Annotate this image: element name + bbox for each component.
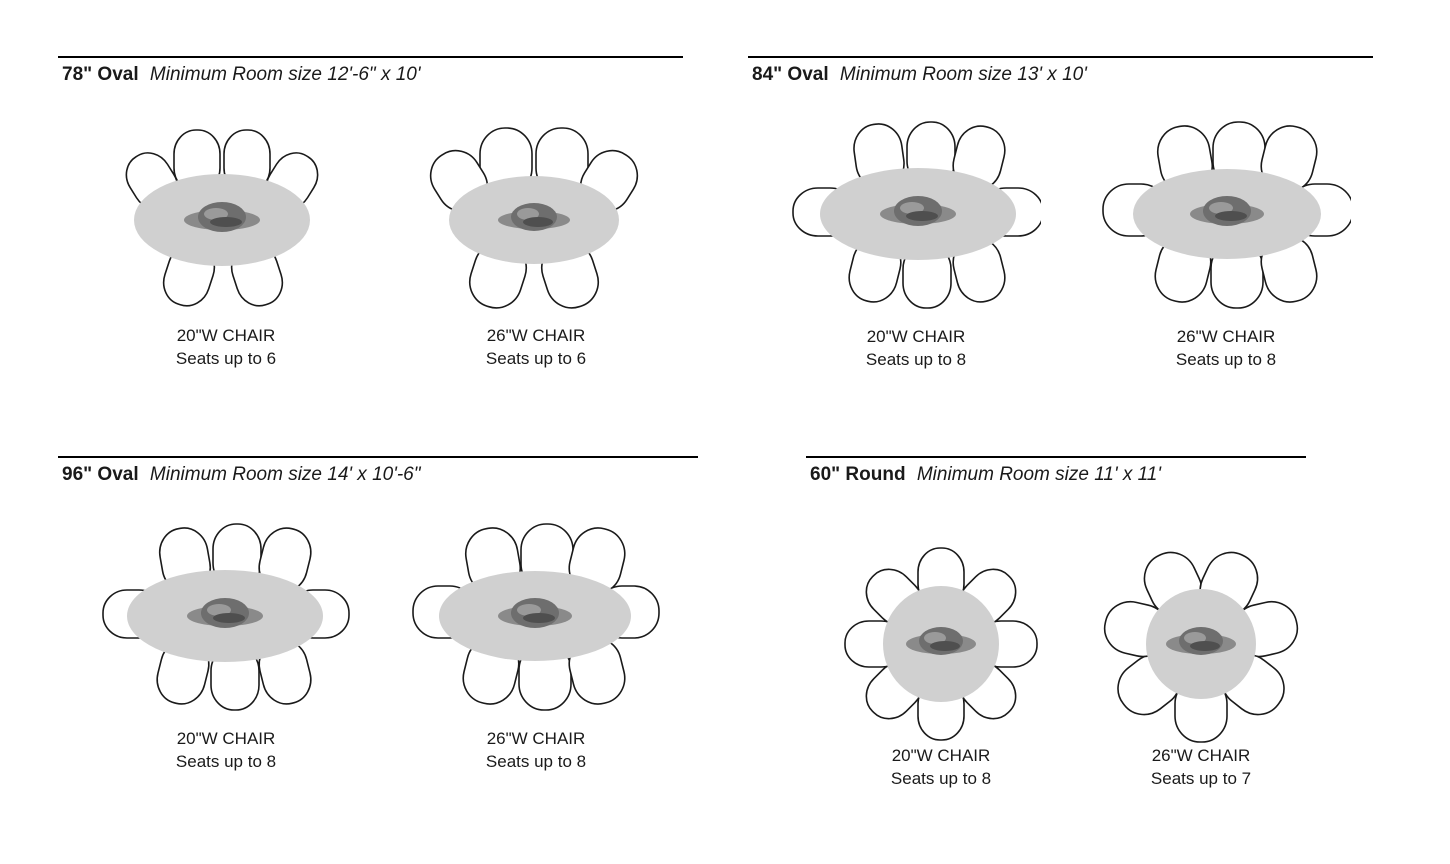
setup-26w	[1086, 544, 1316, 790]
panel-round-60	[806, 456, 1306, 816]
table-diagram	[426, 124, 646, 324]
panel-title	[58, 64, 683, 86]
seats-label: Seats up to 8	[485, 752, 587, 771]
table-diagram	[841, 544, 1041, 744]
setup-caption	[776, 325, 1056, 371]
table-diagram	[101, 522, 351, 727]
setup-caption	[396, 727, 676, 773]
oval-table-6-chairs-svg	[426, 124, 646, 324]
setup-caption	[86, 727, 366, 773]
panel-title	[748, 64, 1373, 86]
setup-26w	[396, 522, 676, 773]
chair-width-label: 20"W CHAIR	[176, 326, 276, 345]
round-table-7-chairs-svg	[1101, 544, 1301, 744]
table-diagram	[411, 522, 661, 727]
setup-caption	[96, 324, 356, 370]
setup-20w	[776, 120, 1056, 371]
panel-room-label: Minimum Room size 14' x 10'-6"	[149, 464, 421, 485]
oval-table-8-chairs-svg	[1101, 120, 1351, 325]
chair-width-label: 26"W CHAIR	[486, 729, 586, 748]
setup-caption	[406, 324, 666, 370]
round-table-8-chairs-svg	[841, 544, 1041, 744]
panel-oval-78	[58, 56, 683, 416]
panel-room-label: Minimum Room size 12'-6" x 10'	[149, 64, 421, 85]
panel-room-label: Minimum Room size 11' x 11'	[916, 464, 1161, 485]
oval-table-8-chairs-svg	[411, 522, 661, 727]
panel-room-label: Minimum Room size 13' x 10'	[839, 64, 1087, 85]
chair-width-label: 20"W CHAIR	[866, 327, 966, 346]
panel-title	[58, 464, 698, 486]
oval-table-8-chairs-svg	[101, 522, 351, 727]
panel-divider	[58, 456, 698, 458]
seats-label: Seats up to 7	[1150, 769, 1252, 788]
oval-table-8-chairs-svg	[791, 120, 1041, 325]
setup-caption	[826, 744, 1056, 790]
panel-size-label: 96" Oval	[62, 464, 139, 485]
seats-label: Seats up to 8	[175, 752, 277, 771]
table-diagram	[1101, 120, 1351, 325]
chair-width-label: 26"W CHAIR	[1176, 327, 1276, 346]
panel-oval-84	[748, 56, 1373, 416]
chair-width-label: 20"W CHAIR	[176, 729, 276, 748]
seats-label: Seats up to 6	[175, 349, 277, 368]
chair-width-label: 20"W CHAIR	[891, 746, 991, 765]
seats-label: Seats up to 8	[890, 769, 992, 788]
seats-label: Seats up to 8	[1175, 350, 1277, 369]
setup-20w	[96, 124, 356, 370]
setup-caption	[1086, 744, 1316, 790]
panel-size-label: 60" Round	[810, 464, 906, 485]
seats-label: Seats up to 6	[485, 349, 587, 368]
table-diagram	[791, 120, 1041, 325]
panel-divider	[806, 456, 1306, 458]
chair-width-label: 26"W CHAIR	[1151, 746, 1251, 765]
panel-title	[806, 464, 1306, 486]
panel-divider	[58, 56, 683, 58]
setup-20w	[86, 522, 366, 773]
chair-width-label: 26"W CHAIR	[486, 326, 586, 345]
table-diagram	[116, 124, 336, 324]
setup-26w	[406, 124, 666, 370]
setup-26w	[1086, 120, 1366, 371]
table-diagram	[1101, 544, 1301, 744]
panel-size-label: 84" Oval	[752, 64, 829, 85]
panel-size-label: 78" Oval	[62, 64, 139, 85]
oval-table-6-chairs-svg	[116, 124, 336, 324]
panel-oval-96	[58, 456, 698, 816]
setup-caption	[1086, 325, 1366, 371]
seats-label: Seats up to 8	[865, 350, 967, 369]
setup-20w	[826, 544, 1056, 790]
panel-divider	[748, 56, 1373, 58]
